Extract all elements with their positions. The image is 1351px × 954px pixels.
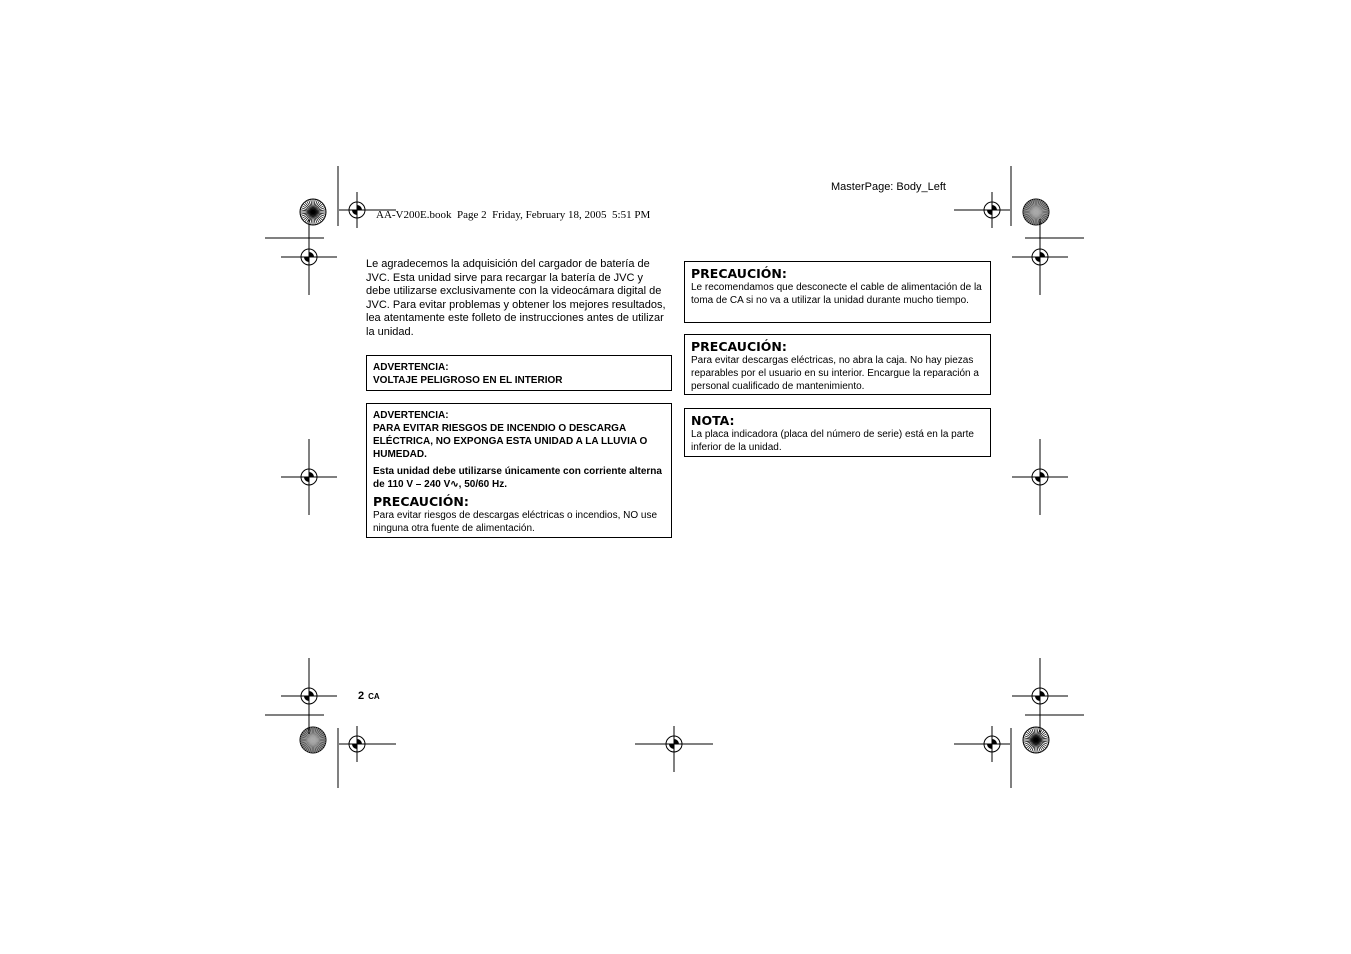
registration-mark bbox=[281, 658, 337, 734]
voltage-text: Esta unidad debe utilizarse únicamente con corriente alterna de 110 V – 240 V∿, 50/60 Hz. bbox=[373, 466, 662, 490]
warning-text: VOLTAJE PELIGROSO EN EL INTERIOR bbox=[373, 375, 563, 386]
intro-paragraph: Le agradecemos la adquisición del cargador de batería de JVC. Esta unidad sirve para recargar la batería de JVC y debe utilizarse exclusivamente con la videocámara digital de JVC. Para evitar problemas y obtener los mejores resultados, lea atentamente este folleto de instrucciones antes de utilizar la unidad. bbox=[366, 258, 666, 338]
caution-title: PRECAUCIÓN: bbox=[691, 339, 787, 354]
page-number-suffix: CA bbox=[368, 692, 380, 701]
warning-text: PARA EVITAR RIESGOS DE INCENDIO O DESCARGA ELÉCTRICA, NO EXPONGA ESTA UNIDAD A LA LLUVIA O HUMEDAD. bbox=[373, 423, 648, 460]
caution-text: Para evitar riesgos de descargas eléctricas o incendios, NO use ninguna otra fuente de alimentación. bbox=[373, 510, 658, 534]
page-number bbox=[358, 690, 380, 702]
caution-box-shock bbox=[684, 334, 991, 395]
caution-text: Le recomendamos que desconecte el cable de alimentación de la toma de CA si no va a utilizar la unidad durante mucho tiempo. bbox=[691, 282, 982, 306]
masterpage-label: MasterPage: Body_Left bbox=[831, 181, 946, 193]
warning-box-voltage bbox=[366, 355, 672, 391]
registration-mark bbox=[281, 439, 337, 515]
starburst-mark bbox=[300, 199, 326, 225]
registration-mark bbox=[1012, 219, 1068, 295]
caution-title: PRECAUCIÓN: bbox=[373, 494, 469, 509]
caution-text: Para evitar descargas eléctricas, no abra la caja. No hay piezas reparables por el usuario en su interior. Encargue la reparación a personal cualificado de mantenimiento. bbox=[691, 355, 979, 392]
starburst-mark bbox=[1023, 199, 1049, 225]
caution-title: PRECAUCIÓN: bbox=[691, 266, 787, 281]
starburst-mark bbox=[1023, 727, 1049, 753]
page-number-value: 2 bbox=[358, 690, 365, 702]
book-info-line: AA-V200E.book Page 2 Friday, February 18, 2005 5:51 PM bbox=[376, 209, 651, 221]
warning-box-fire bbox=[366, 403, 672, 538]
registration-mark bbox=[1012, 658, 1068, 734]
warning-title: ADVERTENCIA: bbox=[373, 362, 449, 373]
warning-title: ADVERTENCIA: bbox=[373, 410, 449, 421]
note-text: La placa indicadora (placa del número de serie) está en la parte inferior de la unidad. bbox=[691, 429, 974, 453]
registration-mark bbox=[1012, 439, 1068, 515]
caution-box-power bbox=[684, 261, 991, 323]
registration-mark bbox=[281, 219, 337, 295]
note-box bbox=[684, 408, 991, 457]
starburst-mark bbox=[300, 727, 326, 753]
note-title: NOTA: bbox=[691, 413, 735, 428]
